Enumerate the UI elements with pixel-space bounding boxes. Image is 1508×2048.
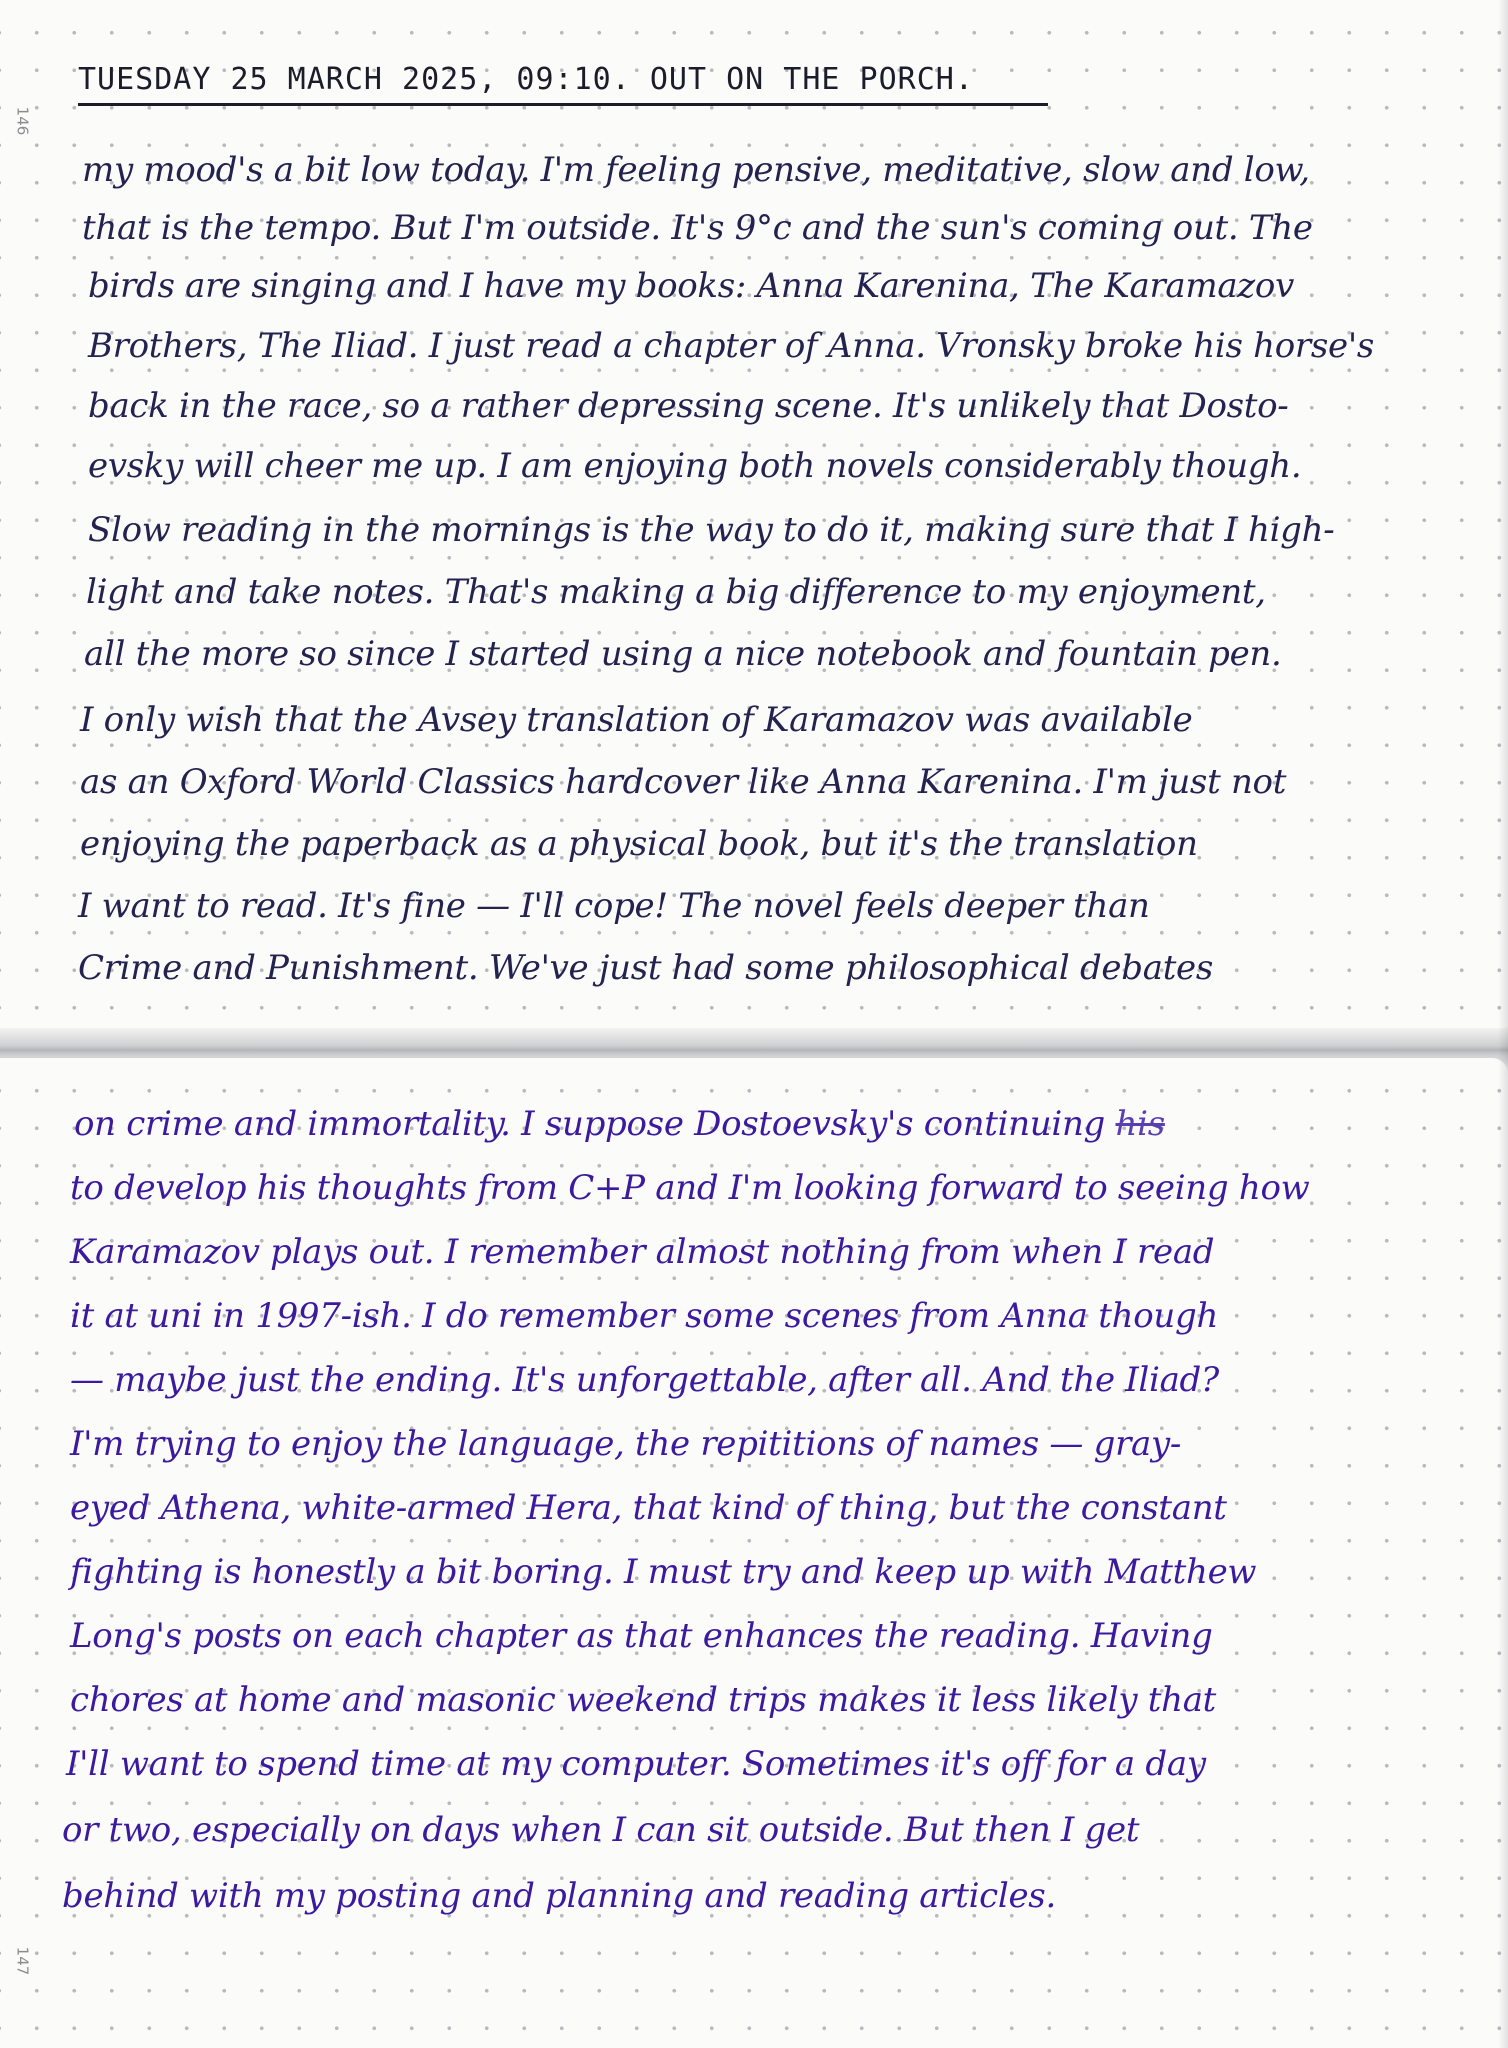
text-line: fighting is honestly a bit boring. I must try and keep up with Matthew [70,1552,1257,1592]
text-line: — maybe just the ending. It's unforgettable, after all. And the Iliad? [70,1360,1219,1400]
text-line: or two, especially on days when I can sit outside. But then I get [62,1810,1140,1850]
text-line: behind with my posting and planning and reading articles. [62,1876,1056,1916]
text-line: my mood's a bit low today. I'm feeling pensive, meditative, slow and low, [82,150,1310,190]
journal-page-bottom [0,1058,1508,2048]
entry-title: TUESDAY 25 MARCH 2025, 09:10. OUT ON THE PORCH. [78,62,1048,106]
text-line: eyed Athena, white-armed Hera, that kind of thing, but the constant [70,1488,1227,1528]
text-line: that is the tempo. But I'm outside. It's 9°c and the sun's coming out. The [82,208,1313,248]
text-line: I'll want to spend time at my computer. Sometimes it's off for a day [66,1744,1206,1784]
text-line: chores at home and masonic weekend trips makes it less likely that [70,1680,1217,1720]
text-line: back in the race, so a rather depressing scene. It's unlikely that Dosto- [88,386,1289,426]
page-number-top: 146 [13,106,32,136]
page-number-bottom: 147 [13,1946,32,1976]
text-line: to develop his thoughts from C+P and I'm looking forward to seeing how [70,1168,1310,1208]
text-line: I want to read. It's fine — I'll cope! The novel feels deeper than [78,886,1150,926]
text-line: Long's posts on each chapter as that enhances the reading. Having [70,1616,1213,1656]
text-line: all the more so since I started using a nice notebook and fountain pen. [84,634,1282,674]
text-line: birds are singing and I have my books: Anna Karenina, The Karamazov [88,266,1294,306]
text-line: it at uni in 1997-ish. I do remember some scenes from Anna though [70,1296,1219,1336]
text-line-first [74,1104,1165,1144]
text-line: evsky will cheer me up. I am enjoying both novels considerably though. [88,446,1302,486]
page-edge-shadow [1498,0,1508,2048]
crossed-out-word: his [1115,1104,1165,1144]
text-line: I'm trying to enjoy the language, the repititions of names — gray- [70,1424,1182,1464]
text-line: Crime and Punishment. We've just had some philosophical debates [78,948,1214,988]
text-line: I only wish that the Avsey translation of Karamazov was available [80,700,1193,740]
text-line: Karamazov plays out. I remember almost nothing from when I read [70,1232,1215,1272]
text-line: as an Oxford World Classics hardcover like Anna Karenina. I'm just not [80,762,1287,802]
text-line-main: on crime and immortality. I suppose Dostoevsky's continuing [74,1104,1116,1144]
text-line: light and take notes. That's making a big difference to my enjoyment, [86,572,1266,612]
text-line: Slow reading in the mornings is the way to do it, making sure that I high- [88,510,1335,550]
text-line: Brothers, The Iliad. I just read a chapter of Anna. Vronsky broke his horse's [88,326,1375,366]
text-line: enjoying the paperback as a physical book, but it's the translation [80,824,1198,864]
